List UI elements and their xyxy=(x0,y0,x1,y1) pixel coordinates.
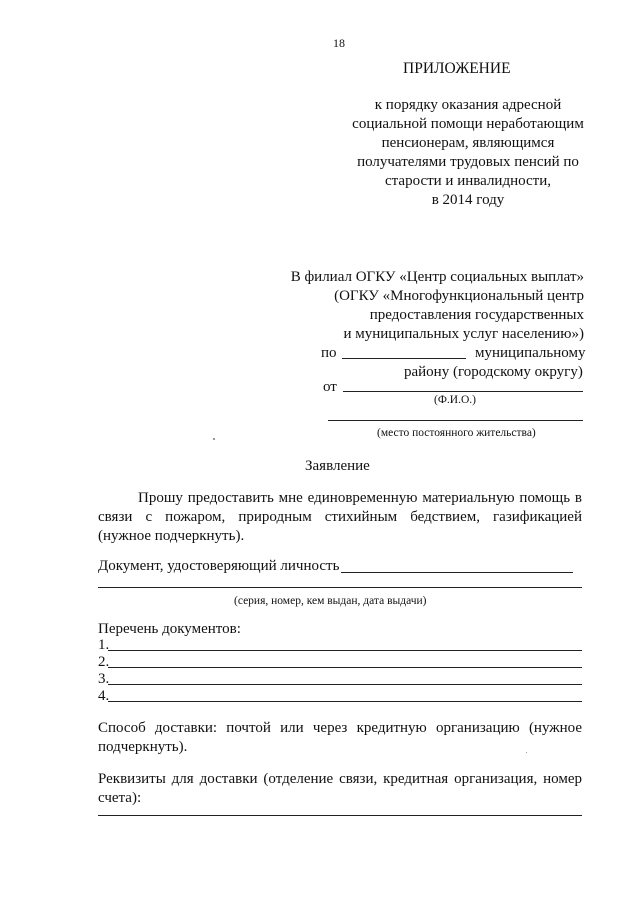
appendix-line: социальной помощи неработающим xyxy=(352,116,584,132)
id-document-field-2[interactable] xyxy=(98,587,582,588)
district-name-field[interactable] xyxy=(342,358,466,359)
delivery-details: Реквизиты для доставки (отделение связи, кредитная организация, номер счета): xyxy=(98,771,582,806)
appendix-line: получателями трудовых пенсий по xyxy=(357,154,579,170)
residence-caption: (место постоянного жительства) xyxy=(377,427,536,439)
from-label: от xyxy=(323,379,337,395)
po-label: по xyxy=(321,345,337,361)
appendix-line: к порядку оказания адресной xyxy=(374,97,562,113)
delivery-method: Способ доставки: почтой или через кредитную организацию (нужное подчеркнуть). xyxy=(98,720,582,755)
page-number: 18 xyxy=(333,36,345,50)
appendix-line: пенсионерам, являющимся xyxy=(381,135,555,151)
delivery-details-field[interactable] xyxy=(98,815,582,816)
appendix-line: старости и инвалидности, xyxy=(385,173,551,189)
statement-title: Заявление xyxy=(305,458,370,474)
document-item-number: 1. xyxy=(98,637,110,653)
document-item-field[interactable] xyxy=(108,684,582,685)
statement-body: Прошу предоставить мне единовременную материальную помощь в связи с пожаром, природным стихийным бедствием, газификацией (нужное подчеркнуть). xyxy=(98,490,582,544)
scan-speck xyxy=(213,438,215,440)
document-item-field[interactable] xyxy=(108,701,582,702)
document-item-number: 4. xyxy=(98,688,110,704)
id-document-label: Документ, удостоверяющий личность xyxy=(98,558,340,574)
scan-speck xyxy=(526,752,527,753)
district-text: муниципальному xyxy=(475,345,586,361)
appendix-line: в 2014 году xyxy=(431,192,505,208)
appendix-subtitle xyxy=(318,96,618,210)
addressee-line: предоставления государственных xyxy=(369,307,584,323)
document-item-number: 3. xyxy=(98,671,110,687)
documents-label: Перечень документов: xyxy=(98,621,241,637)
document-item-field[interactable] xyxy=(108,650,582,651)
addressee-line: (ОГКУ «Многофункциональный центр xyxy=(334,288,584,304)
appendix-title: ПРИЛОЖЕНИЕ xyxy=(403,60,511,77)
fio-caption: (Ф.И.О.) xyxy=(434,394,476,406)
addressee-line: В филиал ОГКУ «Центр социальных выплат» xyxy=(290,269,584,285)
residence-field[interactable] xyxy=(328,420,583,421)
district-text-2: району (городскому округу) xyxy=(404,364,583,380)
id-document-field[interactable] xyxy=(341,572,573,573)
addressee-block xyxy=(282,268,584,344)
document-item-number: 2. xyxy=(98,654,110,670)
document-item-field[interactable] xyxy=(108,667,582,668)
addressee-line: и муниципальных услуг населению») xyxy=(343,326,584,342)
id-document-caption: (серия, номер, кем выдан, дата выдачи) xyxy=(234,595,427,607)
